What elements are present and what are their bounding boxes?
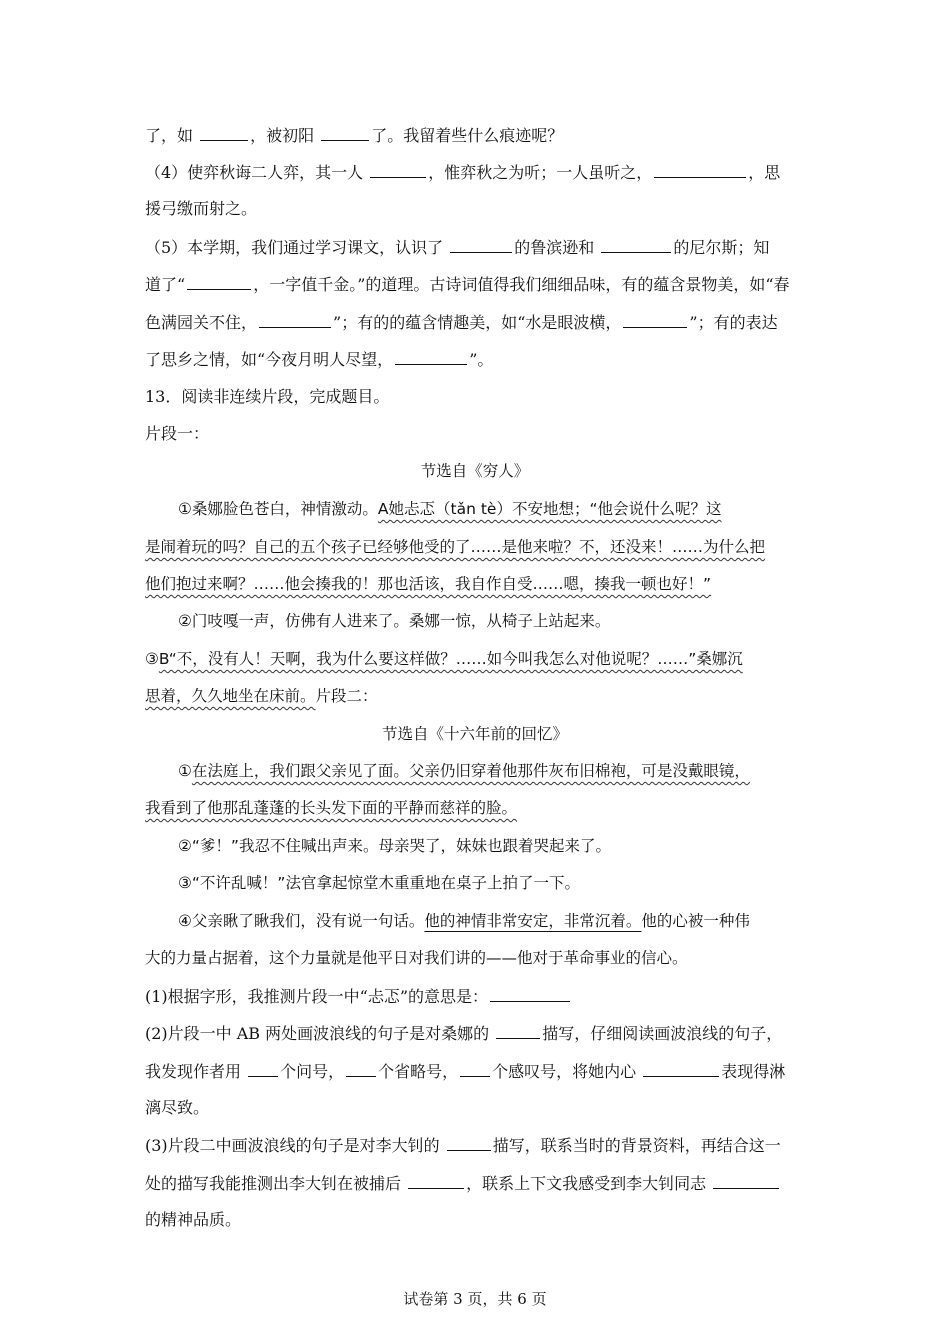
subquestion-3-line2: 处的描写我能推测出李大钊在被捕后 ，联系上下文我感受到李大钊同志 xyxy=(145,1172,815,1195)
wavy-sentence-a: 是闹着玩的吗？自己的五个孩子已经够他受的了……是他来啦？不，还没来！……为什么把 xyxy=(145,538,766,556)
answer-blank[interactable] xyxy=(496,1022,540,1039)
answer-blank[interactable] xyxy=(395,348,467,365)
subquestion-2-line2: 我发现作者用 个问号， 个省略号， 个感叹号，将她内心 表现得淋 xyxy=(145,1062,786,1081)
answer-blank[interactable] xyxy=(200,124,248,141)
answer-blank[interactable] xyxy=(490,985,570,1002)
fragment2-para1-line1: ①在法庭上，我们跟父亲见了面。父亲仍旧穿着他那件灰布旧棉袍，可是没戴眼镜， xyxy=(178,762,750,780)
answer-blank[interactable] xyxy=(460,1060,490,1077)
subquestion-3-line1: (3)片段二中画波浪线的句子是对李大钊的 描写，联系当时的背景资料，再结合这一 xyxy=(145,1136,781,1155)
q12-part5-line-1: （5）本学期，我们通过学习课文，认识了 的鲁滨逊和 的尼尔斯；知 xyxy=(145,238,770,257)
q12-part5-line-2: 道了“ ，一字值千金。”的道理。古诗词值得我们细细品味，有的蕴含景物美，如“春 xyxy=(145,275,790,294)
page-footer: 试卷第 3 页，共 6 页 xyxy=(403,1290,547,1308)
answer-blank[interactable] xyxy=(321,124,369,141)
wavy-sentence-li: 在法庭上，我们跟父亲见了面。父亲仍旧穿着他那件灰布旧棉袍，可是没戴眼镜， xyxy=(191,762,750,780)
fragment2-para2: ②“爹！”我忍不住喊出声来。母亲哭了，妹妹也跟着哭起来了。 xyxy=(178,837,611,855)
answer-blank[interactable] xyxy=(248,1060,278,1077)
subquestion-1: (1)根据字形，我推测片段一中“忐忑”的意思是： xyxy=(145,985,815,1008)
fragment2-para4-line1: ④父亲瞅了瞅我们，没有说一句话。他的神情非常安定，非常沉着。他的心被一种伟 xyxy=(178,912,750,930)
fragment2-para3: ③“不许乱喊！”法官拿起惊堂木重重地在桌子上拍了一下。 xyxy=(178,874,580,892)
answer-blank[interactable] xyxy=(187,273,251,290)
q12-part5-line-3: 色满园关不住， ”；有的的蕴含情趣美，如“水是眼波横， ”；有的表达 xyxy=(145,313,778,332)
wavy-sentence-a: A她忐忑（tǎn tè）不安地想；“他会说什么呢？这 xyxy=(377,500,722,518)
q12-part4-line-1: （4）使弈秋诲二人弈，其一人 ，惟弈秋之为听；一人虽听之， ，思 xyxy=(145,163,781,182)
fragment1-para2: ②门吱嘎一声，仿佛有人进来了。桑娜一惊，从椅子上站起来。 xyxy=(178,612,611,630)
fragment2-title: 节选自《十六年前的回忆》 xyxy=(381,725,568,743)
wavy-sentence-b: 思着，久久地坐在床前。 xyxy=(145,687,316,705)
q12-part5-line-4: 了思乡之情，如“今夜月明人尽望， ”。 xyxy=(145,350,494,369)
wavy-sentence-b: B“不，没有人！天啊，我为什么要这样做？……如今叫我怎么对他说呢？……”桑娜沉 xyxy=(158,650,743,668)
q13-heading: 13．阅读非连续片段，完成题目。 xyxy=(145,387,390,406)
answer-blank[interactable] xyxy=(259,311,331,328)
fragment2-para1-line2 xyxy=(145,797,815,819)
subquestion-3-line3: 的精神品质。 xyxy=(145,1210,242,1229)
fragment1-para1-line3 xyxy=(145,573,815,595)
answer-blank[interactable] xyxy=(408,1172,464,1189)
fragment1-title: 节选自《穷人》 xyxy=(420,462,530,480)
subquestion-2-line1: (2)片段一中 AB 两处画波浪线的句子是对桑娜的 描写，仔细阅读画波浪线的句子， xyxy=(145,1024,783,1043)
wavy-sentence-a: 他们抱过来啊？……他会揍我的！那也活该，我自作自受……嗯，揍我一顿也好！” xyxy=(145,575,712,593)
answer-blank[interactable] xyxy=(713,1172,779,1189)
answer-blank[interactable] xyxy=(654,161,746,178)
answer-blank[interactable] xyxy=(370,161,426,178)
answer-blank[interactable] xyxy=(450,236,512,253)
q12-part4-line-2: 援弓缴而射之。 xyxy=(145,199,258,218)
fragment2-para4-line2: 大的力量占据着，这个力量就是他平日对我们讲的——他对于革命事业的信心。 xyxy=(145,949,688,967)
subquestion-2-line3: 漓尽致。 xyxy=(145,1098,210,1117)
fragment1-label: 片段一： xyxy=(145,424,210,443)
underlined-sentence: 他的神情非常安定，非常沉着。 xyxy=(424,912,642,930)
answer-blank[interactable] xyxy=(346,1060,376,1077)
wavy-sentence-li: 我看到了他那乱蓬蓬的长头发下面的平静而慈祥的脸。 xyxy=(145,799,518,817)
fragment1-para3-line1: ③B“不，没有人！天啊，我为什么要这样做？……如今叫我怎么对他说呢？……”桑娜沉 xyxy=(145,650,743,668)
q12-line-0: 了，如 ，被初阳 了。我留着些什么痕迹呢？ xyxy=(145,126,564,145)
fragment1-para1-line2 xyxy=(145,536,815,558)
answer-blank[interactable] xyxy=(643,1060,719,1077)
answer-blank[interactable] xyxy=(601,236,671,253)
fragment1-para3-line2: 思着，久久地坐在床前。片段二： xyxy=(145,687,378,705)
fragment1-para1-line1: ①桑娜脸色苍白，神情激动。A她忐忑（tǎn tè）不安地想；“他会说什么呢？这 xyxy=(178,500,722,518)
answer-blank[interactable] xyxy=(623,311,687,328)
answer-blank[interactable] xyxy=(447,1134,491,1151)
